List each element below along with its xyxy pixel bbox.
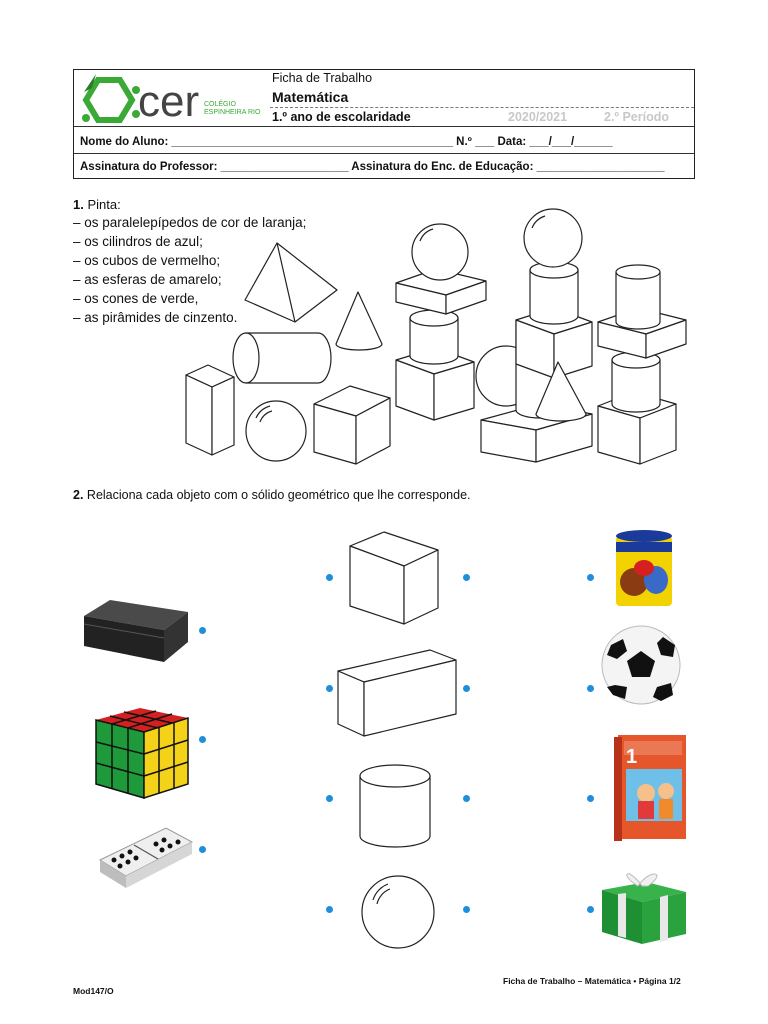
sphere-shape [246, 401, 306, 461]
match-dot-solid-right-4[interactable] [463, 906, 470, 913]
instruction-item: – os cubos de vermelho; [73, 253, 221, 268]
match-dot-left-1[interactable] [199, 627, 206, 634]
match-dot-solid-right-3[interactable] [463, 795, 470, 802]
subject-title: Matemática [272, 89, 349, 105]
period-label: 2.º Período [604, 110, 669, 124]
svg-text:1: 1 [626, 746, 638, 768]
instruction-item: – os cilindros de azul; [73, 234, 203, 249]
footer-page-info: Ficha de Trabalho – Matemática • Página 1/2 [503, 976, 681, 986]
domino-image [98, 826, 194, 890]
match-dot-right-4[interactable] [587, 906, 594, 913]
match-dot-solid-right-1[interactable] [463, 574, 470, 581]
cone-shape [336, 292, 382, 350]
logo-text: cer [138, 77, 200, 126]
exercise-2-heading [73, 488, 471, 502]
exercise-2-number: 2. [73, 488, 84, 502]
match-dot-right-1[interactable] [587, 574, 594, 581]
matching-solids-column [335, 530, 465, 950]
footer-model-code: Mod147/O [73, 986, 114, 996]
pyramid-shape [245, 243, 337, 322]
match-dot-solid-left-4[interactable] [326, 906, 333, 913]
worksheet-header [73, 69, 695, 179]
solids-coloring-illustration [180, 205, 695, 470]
prism-shape [186, 365, 234, 455]
match-dot-solid-left-1[interactable] [326, 574, 333, 581]
school-year: 2020/2021 [508, 110, 568, 124]
stacked-solids-2 [481, 209, 592, 462]
exercise-1-title: Pinta: [87, 197, 121, 212]
exercise-1-heading [73, 197, 121, 212]
exercise-1-number: 1. [73, 197, 84, 212]
match-dot-right-3[interactable] [587, 795, 594, 802]
stacked-solids-3 [598, 265, 686, 464]
cube-shape [314, 386, 390, 464]
match-dot-solid-left-2[interactable] [326, 685, 333, 692]
black-box-image [78, 598, 190, 666]
cocoa-can-image [612, 528, 676, 610]
prism-shape [338, 650, 456, 736]
instruction-item: – as pirâmides de cinzento. [73, 310, 238, 325]
rubiks-cube-image [92, 706, 192, 800]
match-dot-solid-left-3[interactable] [326, 795, 333, 802]
match-dot-right-2[interactable] [587, 685, 594, 692]
instruction-item: – os paralelepípedos de cor de laranja; [73, 215, 307, 230]
stacked-solids-1 [396, 224, 486, 420]
gift-box-image [598, 864, 690, 946]
instruction-item: – os cones de verde, [73, 291, 199, 306]
cylinder-shape [360, 765, 430, 847]
grade-label: 1.º ano de escolaridade [272, 110, 411, 124]
match-dot-left-3[interactable] [199, 846, 206, 853]
math-book-image [612, 733, 690, 843]
cylinder-shape [233, 333, 331, 383]
school-logo [76, 72, 264, 128]
sphere-shape [362, 876, 434, 948]
logo-subtitle-2: ESPINHEIRA RIO [204, 109, 261, 116]
logo-subtitle-1: COLÉGIO [204, 101, 236, 108]
match-dot-left-2[interactable] [199, 736, 206, 743]
cube-shape [350, 532, 438, 624]
soccer-ball-image [599, 625, 683, 705]
doc-type: Ficha de Trabalho [272, 71, 373, 85]
exercise-2-title: Relaciona cada objeto com o sólido geométrico que lhe corresponde. [86, 488, 471, 502]
student-info-field[interactable]: Nome do Aluno: ____________________________________________ N.º ___ Data: ___/___/______ [80, 136, 613, 148]
signature-field[interactable]: Assinatura do Professor: ____________________ Assinatura do Enc. de Educação: ____________________ [80, 161, 665, 173]
instruction-item: – as esferas de amarelo; [73, 272, 222, 287]
match-dot-solid-right-2[interactable] [463, 685, 470, 692]
